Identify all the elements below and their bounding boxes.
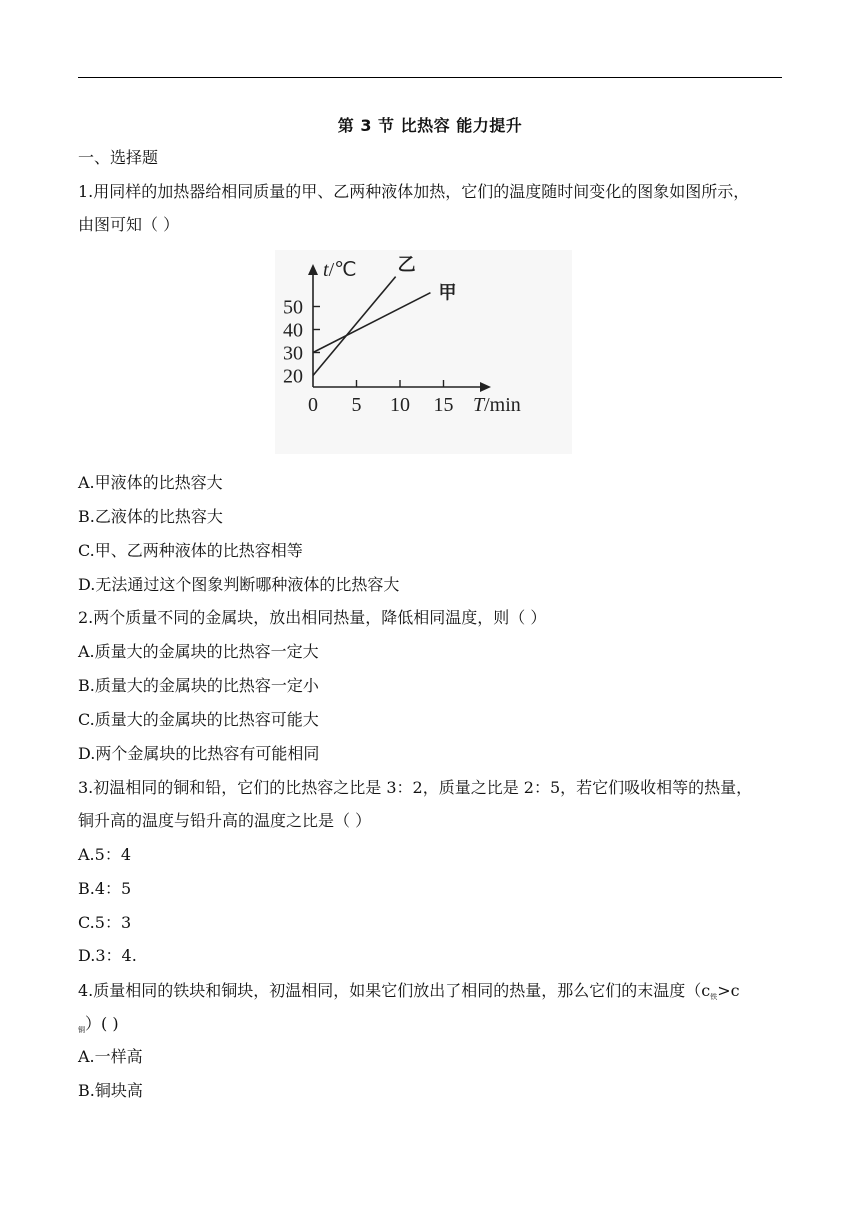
series-label-yi: 乙 — [397, 254, 416, 276]
q1-stem-line-1: 1.用同样的加热器给相同质量的甲、乙两种液体加热，它们的温度随时间变化的图象如图所示， — [78, 182, 750, 201]
q1-option-a: A.甲液体的比热容大 — [78, 473, 223, 492]
series-label-jia: 甲 — [438, 282, 457, 304]
page-title: 第 3 节 比热容 能力提升 — [337, 116, 523, 135]
q4-stem-tail: ）( ) — [85, 1014, 119, 1033]
temperature-time-chart — [275, 250, 572, 454]
q1-stem-line-2: 由图可知（ ） — [78, 215, 180, 234]
q2-option-d: D.两个金属块的比热容有可能相同 — [78, 744, 320, 763]
x-tick-label: 10 — [390, 394, 410, 416]
q1-option-b: B.乙液体的比热容大 — [78, 507, 223, 526]
q3-option-b: B.4：5 — [78, 879, 132, 898]
q4-subscript-iron: 铁 — [710, 993, 718, 1001]
q4-gt-c: >c — [717, 981, 740, 1000]
q3-option-a: A.5：4 — [78, 845, 132, 864]
q4-stem-line-2 — [78, 1014, 119, 1040]
q2-option-a: A.质量大的金属块的比热容一定大 — [78, 642, 319, 661]
x-tick-label: 5 — [351, 394, 362, 416]
x-axis-label: T/min — [473, 394, 521, 416]
q3-option-d: D.3：4. — [78, 946, 137, 965]
q4-option-b: B.铜块高 — [78, 1081, 143, 1100]
y-tick-label: 50 — [283, 296, 303, 319]
header-rule — [78, 77, 782, 78]
y-tick-label: 20 — [283, 365, 303, 388]
q4-subscript-copper: 铜 — [78, 1026, 85, 1034]
q1-option-c: C.甲、乙两种液体的比热容相等 — [78, 541, 303, 560]
q2-option-c: C.质量大的金属块的比热容可能大 — [78, 710, 319, 729]
y-tick-label: 40 — [283, 319, 303, 342]
q2-option-b: B.质量大的金属块的比热容一定小 — [78, 676, 319, 695]
q1-option-d: D.无法通过这个图象判断哪种液体的比热容大 — [78, 575, 400, 594]
section-heading: 一、选择题 — [78, 148, 159, 167]
q3-stem-line-2: 铜升高的温度与铅升高的温度之比是（ ） — [78, 811, 372, 830]
q4-stem-text: 4.质量相同的铁块和铜块，初温相同，如果它们放出了相同的热量，那么它们的末温度（c — [78, 981, 711, 1000]
q4-stem-line-1 — [78, 981, 782, 1007]
x-tick-label: 0 — [308, 394, 318, 416]
x-tick-label: 15 — [433, 394, 454, 416]
y-axis-label: t/℃ — [323, 259, 357, 281]
q4-option-a: A.一样高 — [78, 1047, 143, 1066]
q3-stem-line-1: 3.初温相同的铜和铅，它们的比热容之比是 3：2，质量之比是 2：5，若它们吸收相等的热量， — [78, 778, 753, 797]
q3-option-c: C.5：3 — [78, 913, 132, 932]
y-tick-label: 30 — [283, 342, 303, 365]
q2-stem: 2.两个质量不同的金属块，放出相同热量，降低相同温度，则（ ） — [78, 608, 547, 627]
